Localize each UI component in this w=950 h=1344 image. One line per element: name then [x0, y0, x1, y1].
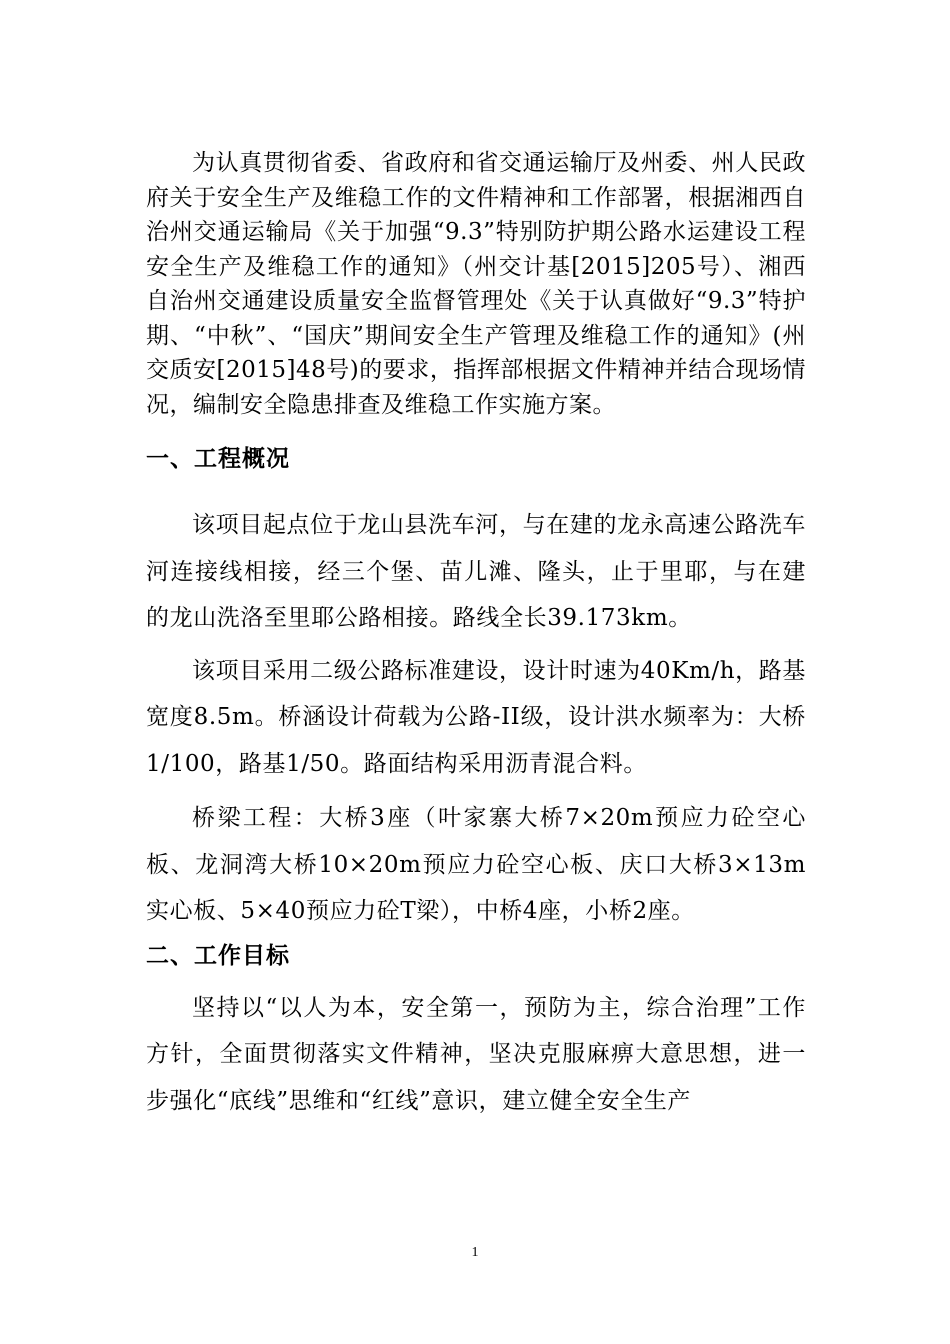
- overview-paragraph-bridges: 桥梁工程：大桥3座（叶家寨大桥7×20m预应力砼空心板、龙洞湾大桥10×20m预应力砼空心板、庆口大桥3×13m实心板、5×40预应力砼T梁），中桥4座，小桥2座。: [146, 805, 806, 924]
- overview-paragraph-route: 该项目起点位于龙山县洗车河，与在建的龙永高速公路洗车河连接线相接，经三个堡、苗儿滩、隆头，止于里耶，与在建的龙山洗洛至里耶公路相接。路线全长39.173km。: [146, 512, 806, 631]
- section-heading-overview: 一、工程概况: [146, 446, 290, 472]
- section-heading-goals: 二、工作目标: [146, 942, 290, 969]
- overview-paragraph-standard: 该项目采用二级公路标准建设，设计时速为40Km/h，路基宽度8.5m。桥涵设计荷载为公路-II级，设计洪水频率为：大桥1/100，路基1/50。路面结构采用沥青混合料。: [146, 657, 806, 777]
- intro-paragraph: 为认真贯彻省委、省政府和省交通运输厅及州委、州人民政府关于安全生产及维稳工作的文件精神和工作部署，根据湘西自治州交通运输局《关于加强“9.3”特别防护期公路水运建设工程安全生产及维稳工作的通知》（州交计基[2015]205号）、湘西自治州交通建设质量安全监督管理处《关于认真做好“9.3”特护期、“中秋”、“国庆”期间安全生产管理及维稳工作的通知》(州交质安[2015]48号)的要求，指挥部根据文件精神并结合现场情况，编制安全隐患排查及维稳工作实施方案。: [146, 150, 806, 418]
- page-number: 1: [471, 1245, 479, 1260]
- document-body: [146, 146, 806, 1124]
- goals-paragraph: 坚持以“以人为本，安全第一，预防为主，综合治理”工作方针，全面贯彻落实文件精神，坚决克服麻痹大意思想，进一步强化“底线”思维和“红线”意识，建立健全安全生产: [146, 994, 806, 1114]
